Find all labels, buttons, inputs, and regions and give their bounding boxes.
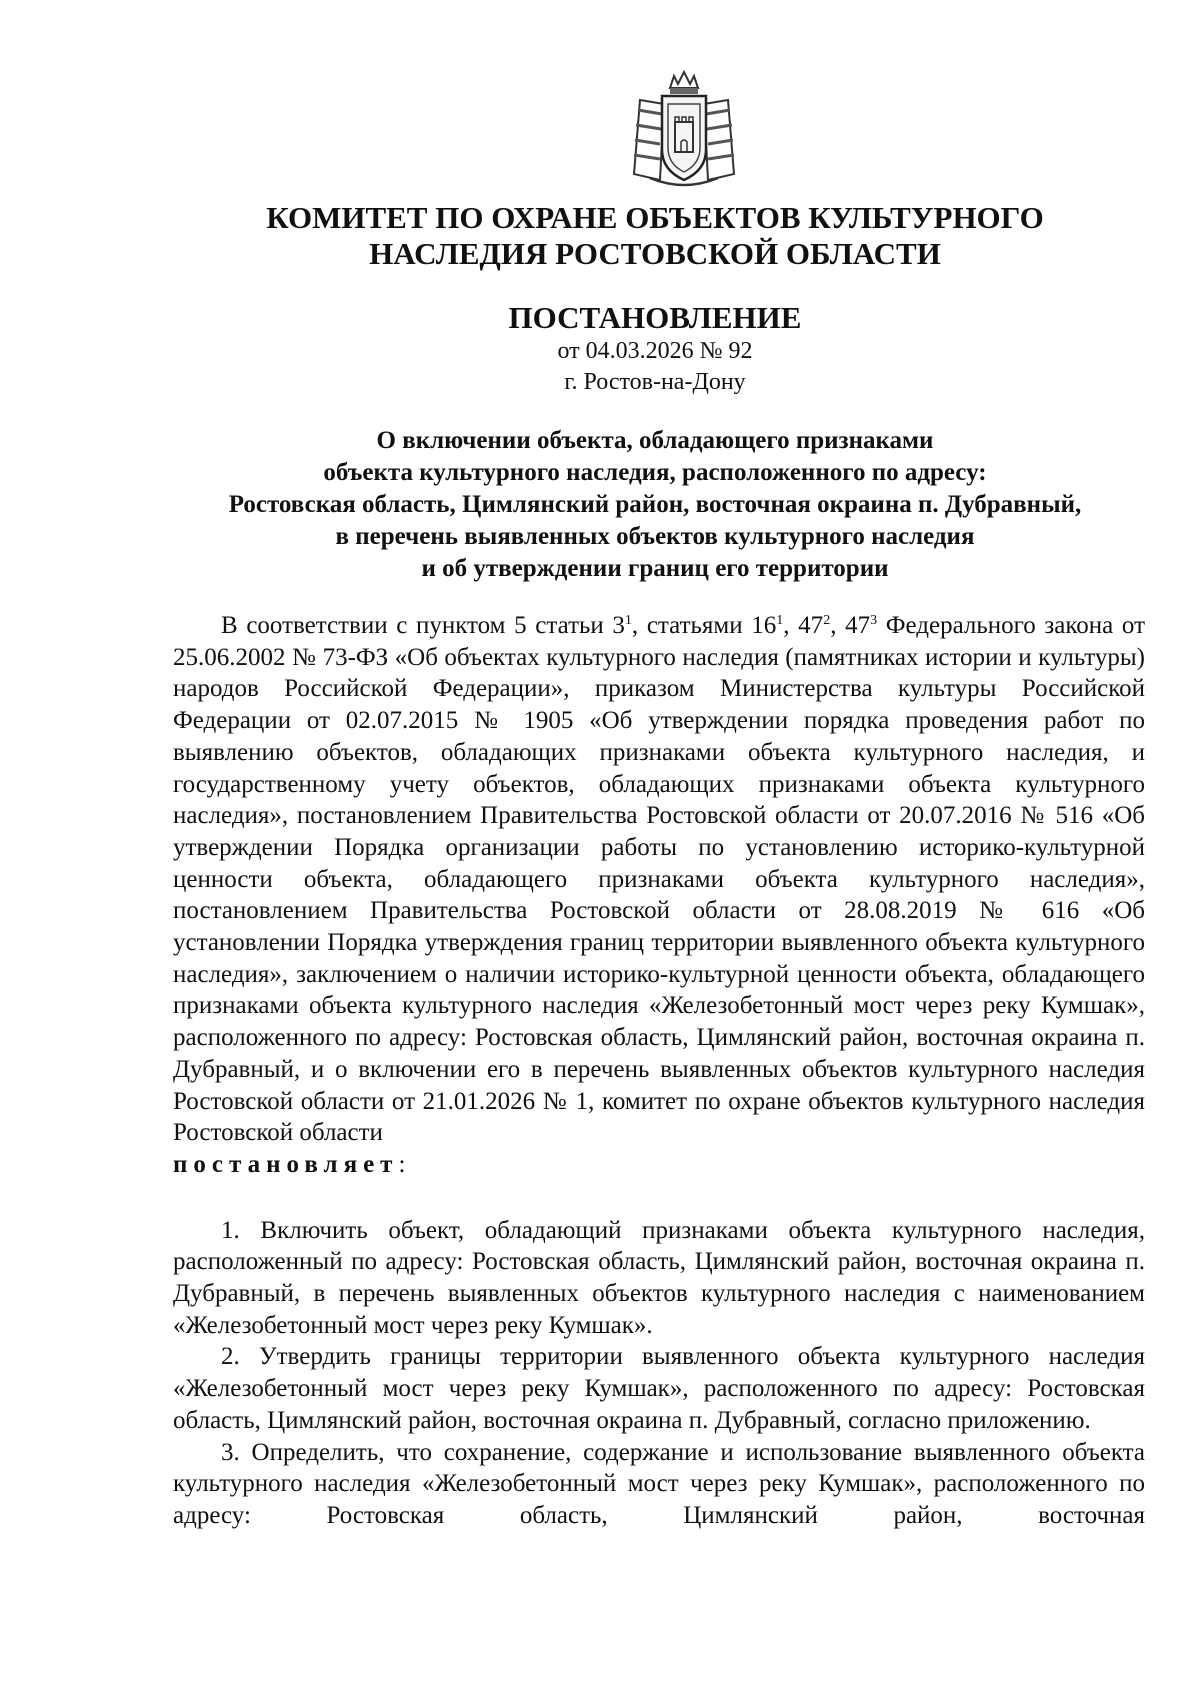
preamble-text: В соответствии с пунктом 5 статьи 3 (221, 612, 625, 639)
resolution-item-3: 3. Определить, что сохранение, содержание и использование выявленного объекта культурного наследия «Железобетонный мост через реку Кумшак», расположенного по адресу: Ростовская область, Цимлянский район, восточная (173, 1438, 1145, 1529)
preamble-text: , 47 (830, 612, 871, 639)
preamble-text: Федерального закона от 25.06.2002 № 73-ФЗ «Об объектах культурного наследия (памятниках истории и культуры) народов Российской Федерации», приказом Министерства культуры Российской Федерации от 02.07.2015 № 1905 «Об утверждении порядка проведения работ по выявлению объектов, обладающих признаками объекта культурного наследия, и государственному учету объектов, обладающих признаками объекта культурного наследия», постановлением Правительства Ростовской области от 20.07.2016 № 516 «Об утверждении Порядка организации работы по установлению историко-культурной ценности объекта, обладающего признаками объекта культурного наследия», постановлением Правительства Ростовской области от 28.08.2019 № 616 «Об установлении Порядка утверждения границ территории выявленного объекта культурного наследия», заключением о наличии историко-культурной ценности объекта, обладающего признаками объекта культурного наследия «Железобетонный мост через реку Кумшак», расположенного по адресу: Ростовская область, Цимлянский район, восточная окраина п. Дубравный, и о включении его в перечень выявленных объектов культурного наследия Ростовской области от 21.01.2026 № 1, комитет по охране объектов культурного наследия Ростовской области (173, 612, 1145, 1147)
document-type: ПОСТАНОВЛЕНИЕ (508, 300, 802, 335)
organization-name-line1: КОМИТЕТ ПО ОХРАНЕ ОБЪЕКТОВ КУЛЬТУРНОГО (266, 200, 1044, 235)
subject-line: О включении объекта, обладающего признаками (376, 427, 934, 454)
document-subject (150, 425, 1160, 585)
document-city: г. Ростов-на-Дону (564, 369, 746, 395)
preamble-text: , 47 (783, 612, 824, 639)
document-body (173, 610, 1145, 1532)
subject-line: и об утверждении границ его территории (421, 555, 889, 582)
superscript: 1 (624, 613, 632, 628)
document-meta (150, 336, 1160, 398)
subject-line: Ростовская область, Цимлянский район, восточная окраина п. Дубравный, (228, 491, 1082, 518)
resolution-item-1: 1. Включить объект, обладающий признаками объекта культурного наследия, расположенный по адресу: Ростовская область, Цимлянский район, восточная окраина п. Дубравный, в перечень выявленных объектов культурного наследия с наименованием «Железобетонный мост через реку Кумшак». (173, 1216, 1145, 1339)
resolves-word: постановляет (173, 1150, 399, 1178)
superscript: 2 (823, 613, 831, 628)
superscript: 3 (870, 613, 878, 628)
coat-of-arms-icon (620, 70, 748, 188)
preamble-text: , статьями 16 (631, 612, 777, 639)
subject-line: в перечень выявленных объектов культурного наследия (335, 523, 975, 550)
organization-name (150, 200, 1160, 272)
document-date-number: от 04.03.2026 № 92 (557, 338, 753, 364)
preamble-paragraph (173, 610, 1145, 1149)
subject-line: объекта культурного наследия, расположенного по адресу: (323, 459, 987, 486)
organization-name-line2: НАСЛЕДИЯ РОСТОВСКОЙ ОБЛАСТИ (369, 236, 941, 271)
paragraph-gap (173, 1181, 1145, 1215)
resolves-suffix: : (398, 1150, 406, 1178)
resolution-item-2: 2. Утвердить границы территории выявленного объекта культурного наследия «Железобетонный мост через реку Кумшак», расположенного по адресу: Ростовская область, Цимлянский район, восточная окраина п. Дубравный, согласно приложению. (173, 1343, 1145, 1434)
resolves-line (173, 1149, 1145, 1181)
superscript: 1 (776, 613, 784, 628)
